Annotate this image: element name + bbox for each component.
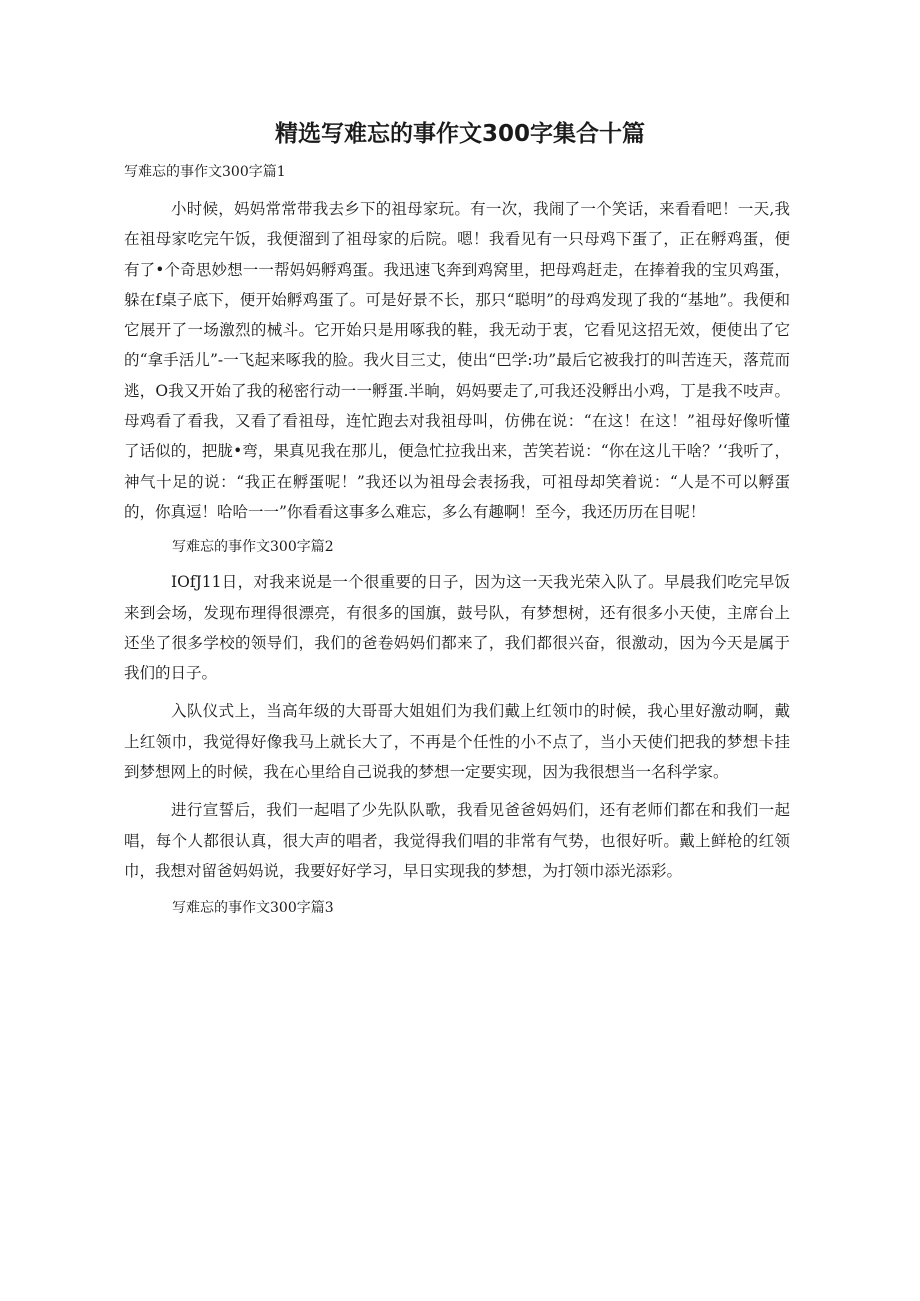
section-heading-1: 写难忘的事作文300字篇1 <box>124 164 286 180</box>
paragraph: 入队仪式上，当高年级的大哥哥大姐姐们为我们戴上红领巾的时候，我心里好激动啊，戴上红领巾，我觉得好像我马上就长大了，不再是个任性的小不点了，当小天使们把我的梦想卡挂到梦想网上的时候，我在心里给自己说我的梦想一定要实现，因为我很想当一名科学家。 <box>124 702 790 782</box>
document-title: 精选写难忘的事作文300字集合十篇 <box>274 121 645 147</box>
paragraph: 小时候，妈妈常常带我去乡下的祖母家玩。有一次，我闹了一个笑话，来看看吧！一天,我在祖母家吃完午饭，我便溜到了祖母家的后院。嗯！我看见有一只母鸡下蛋了，正在孵鸡蛋，便有了•个奇思妙想一一帮妈妈孵鸡蛋。我迅速飞奔到鸡窝里，把母鸡赶走，在捧着我的宝贝鸡蛋，躲在f桌子底下，便开始孵鸡蛋了。可是好景不长，那只“聪明”的母鸡发现了我的“基地”。我便和它展开了一场激烈的械斗。它开始只是用啄我的鞋，我无动于衷，它看见这招无效，便使出了它的“拿手活儿”-一飞起来啄我的脸。我火目三丈，使出“巴学:功”最后它被我打的叫苦连天，落荒而逃，O我又开始了我的秘密行动一一孵蛋.半晌，妈妈要走了,可我还没孵出小鸡，丁是我不吱声。母鸡看了看我，又看了看祖母，连忙跑去对我祖母叫，仿佛在说：“在这！在这！”祖母好像听懂了话似的，把胧•弯，果真见我在那儿，便急忙拉我出来，苦笑若说：“你在这儿干啥？’‘我听了，神气十足的说：“我正在孵蛋呢！”我还以为祖母会表扬我，可祖母却笑着说：“人是不可以孵蛋的，你真逗！哈哈一一”你看看这事多么难忘，多么有趣啊！至今，我还历历在目呢！ <box>124 200 790 521</box>
section-heading-3: 写难忘的事作文300字篇3 <box>172 900 334 917</box>
paragraph: 进行宣誓后，我们一起唱了少先队队歌，我看见爸爸妈妈们，还有老师们都在和我们一起唱，每个人都很认真，很大声的唱者，我觉得我们唱的非常有气势，也很好听。戴上鲜枪的红领巾，我想对留爸妈妈说，我要好好学习，早日实现我的梦想，为打领巾添光添彩。 <box>124 801 790 880</box>
document-body <box>124 160 790 920</box>
section-heading-2: 写难忘的事作文300字篇2 <box>172 539 334 556</box>
paragraph: IOfJ11日，对我来说是一个很重要的日子，因为这一天我光荣入队了。早晨我们吃完早饭来到会场，发现布理得很漂亮，有很多的国旗，鼓号队，有梦想树，还有很多小天使，主席台上还坐了很多学校的领导们，我们的爸卷妈妈们都来了，我们都很兴奋，很激动，因为今天是属于我们的日子。 <box>124 573 790 683</box>
